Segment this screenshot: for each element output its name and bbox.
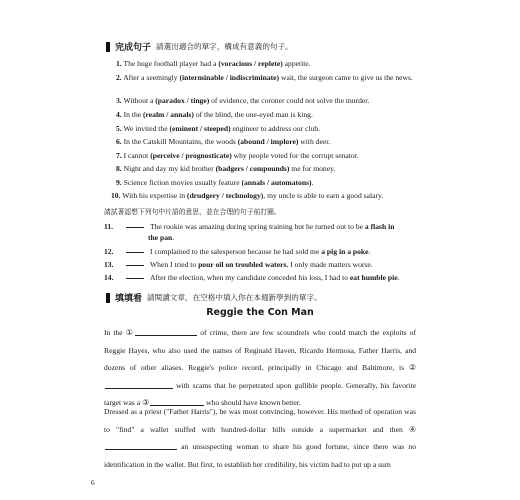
item-text: with deer. xyxy=(298,137,331,146)
word-choice: (drudgery / technology) xyxy=(186,191,264,200)
blank-number-4: ④ xyxy=(408,424,416,434)
item-number: 10. xyxy=(111,191,121,200)
item-number: 4. xyxy=(116,110,122,119)
story-title: Reggie the Con Man xyxy=(206,307,314,318)
blank-number-2: ② xyxy=(408,363,416,372)
item-number: 5. xyxy=(116,124,122,133)
exercise-item-6 xyxy=(116,136,416,148)
item-text: In the Catskill Mountains, the woods xyxy=(123,137,238,146)
paragraph-text: of crime, there are few scoundrels who could match the exploits of Reggie Hayes, who also used the names of Reginald Haven, Ricardo Hermosa, Father Harris, and dozens of other aliases. Reggie's police record, principally in Chicago and Baltimore, is xyxy=(104,328,417,372)
item-number: 9. xyxy=(116,178,122,187)
item-text: of evidence, the coroner could not solve the murder. xyxy=(209,96,370,105)
section-heading-complete-sentences xyxy=(106,40,293,53)
item-text: We invited the xyxy=(123,124,170,133)
item-text: engineer to address our club. xyxy=(230,124,321,133)
item-text: me for money. xyxy=(289,164,336,173)
item-text: With his expertise in xyxy=(122,191,187,200)
word-choice: (annals / automatons) xyxy=(241,178,312,187)
answer-blank[interactable] xyxy=(126,265,144,266)
section-title: 填填看 xyxy=(115,294,143,304)
item-number: 3. xyxy=(116,96,122,105)
blank-number-3: ③ xyxy=(142,398,150,407)
item-text: After the election, when my candidate conceded his loss, I had to xyxy=(150,273,350,282)
fill-blank-1[interactable] xyxy=(135,328,197,336)
blank-number-1: ① xyxy=(125,328,135,337)
section-bar-marker xyxy=(106,42,110,52)
word-choice: (badgers / compounds) xyxy=(215,164,290,173)
paragraph-text: with scams that he perpetrated upon gullible people. Generally, his favorite target was a xyxy=(104,380,416,407)
item-text: of the blind, the one-eyed man is king. xyxy=(193,110,313,119)
exercise-item-1 xyxy=(116,58,416,70)
paragraph-text: an unsuspecting woman to share his good fortune, since there was no identification in the wallet. But first, to establish her credibility, his victim had to put up a sum xyxy=(104,442,416,469)
section-instruction: 請選出適合的單字，構成有意義的句子。 xyxy=(156,42,293,51)
idiom-phrase: pour oil on troubled waters xyxy=(198,260,287,269)
exercise-item-4 xyxy=(116,109,416,121)
item-number: 11. xyxy=(104,222,114,231)
item-text: Night and day my kid brother xyxy=(123,164,216,173)
idiom-phrase: eat humble pie xyxy=(349,273,398,282)
item-text: Science fiction movies usually feature xyxy=(123,178,242,187)
idiom-phrase: a flash in xyxy=(364,222,395,231)
answer-blank[interactable] xyxy=(126,252,144,253)
word-choice: (interminable / indiscriminate) xyxy=(179,73,280,82)
section-title: 完成句子 xyxy=(115,43,152,53)
item-number: 1. xyxy=(116,59,122,68)
item-number: 6. xyxy=(116,137,122,146)
answer-blank[interactable] xyxy=(126,278,144,279)
exercise-item-10 xyxy=(111,190,419,202)
idiom-instruction: 請試著認想下列句中片語的意思，並在合理的句子前打圈。 xyxy=(104,208,281,216)
section-bar-marker xyxy=(106,293,110,303)
exercise-item-8 xyxy=(116,163,416,175)
paragraph-text: Dressed as a priest ("Father Harris"), he was most convincing, however. His method of operation was to "find" a wallet stuffed with hundred-dollar bills outside a supermarket and then xyxy=(104,407,416,434)
exercise-item-9 xyxy=(116,177,416,189)
item-text: . xyxy=(368,247,371,256)
item-number: 8. xyxy=(116,164,122,173)
exercise-item-7 xyxy=(116,150,416,162)
word-choice: (eminent / steeped) xyxy=(169,124,231,133)
word-choice: (abound / implore) xyxy=(237,137,299,146)
item-text: Without a xyxy=(123,96,156,105)
item-text: . xyxy=(311,178,314,187)
item-text: After a seemingly xyxy=(123,73,180,82)
idiom-item-13 xyxy=(104,260,416,269)
item-text: . xyxy=(397,273,400,282)
item-text: why people voted for the corrupt senator. xyxy=(231,151,359,160)
word-choice: (perceive / prognosticate) xyxy=(150,151,232,160)
idiom-item-14 xyxy=(104,273,416,282)
idiom-phrase: a pig in a poke xyxy=(321,247,369,256)
section-heading-fill-in xyxy=(106,291,322,304)
exercise-item-3 xyxy=(116,95,416,107)
item-text: wait, the surgeon came to give us the news. xyxy=(279,73,413,82)
item-text: . xyxy=(172,233,175,242)
idiom-item-12 xyxy=(104,247,416,256)
item-number: 12. xyxy=(104,247,114,256)
item-text: , I only made matters worse. xyxy=(286,260,373,269)
exercise-item-5 xyxy=(116,123,416,135)
item-text: I cannot xyxy=(123,151,151,160)
story-paragraph-2 xyxy=(104,403,416,473)
idiom-phrase: the pan xyxy=(148,233,173,242)
paragraph-text: In the xyxy=(104,328,126,337)
paragraph-text: who should have known better. xyxy=(204,398,301,407)
item-number: 7. xyxy=(116,151,122,160)
page-number: 6 xyxy=(91,478,95,487)
item-number: 14. xyxy=(104,273,114,282)
item-text: The rookie was amazing during spring training but he turned out to be xyxy=(150,222,365,231)
section-instruction: 請閱讀文章，在空格中填入你在本週新學到的單字。 xyxy=(147,293,322,302)
item-text: When I tried to xyxy=(150,260,199,269)
item-text: appetite. xyxy=(282,59,311,68)
fill-blank-2[interactable] xyxy=(105,381,173,389)
exercise-item-2 xyxy=(116,72,416,84)
item-number: 2. xyxy=(116,73,122,82)
idiom-item-11 xyxy=(104,222,416,242)
word-choice: (paradox / tinge) xyxy=(155,96,210,105)
fill-blank-4[interactable] xyxy=(105,442,177,450)
item-text: The huge football player had a xyxy=(123,59,219,68)
answer-blank[interactable] xyxy=(126,227,144,228)
item-text: I complained to the salesperson because he had sold me xyxy=(150,247,322,256)
item-number: 13. xyxy=(104,260,114,269)
word-choice: (voracious / replete) xyxy=(218,59,283,68)
word-choice: (realm / annals) xyxy=(143,110,194,119)
item-text: In the xyxy=(123,110,144,119)
item-text: , my uncle is able to earn a good salary. xyxy=(263,191,384,200)
story-paragraph-1 xyxy=(104,324,416,412)
